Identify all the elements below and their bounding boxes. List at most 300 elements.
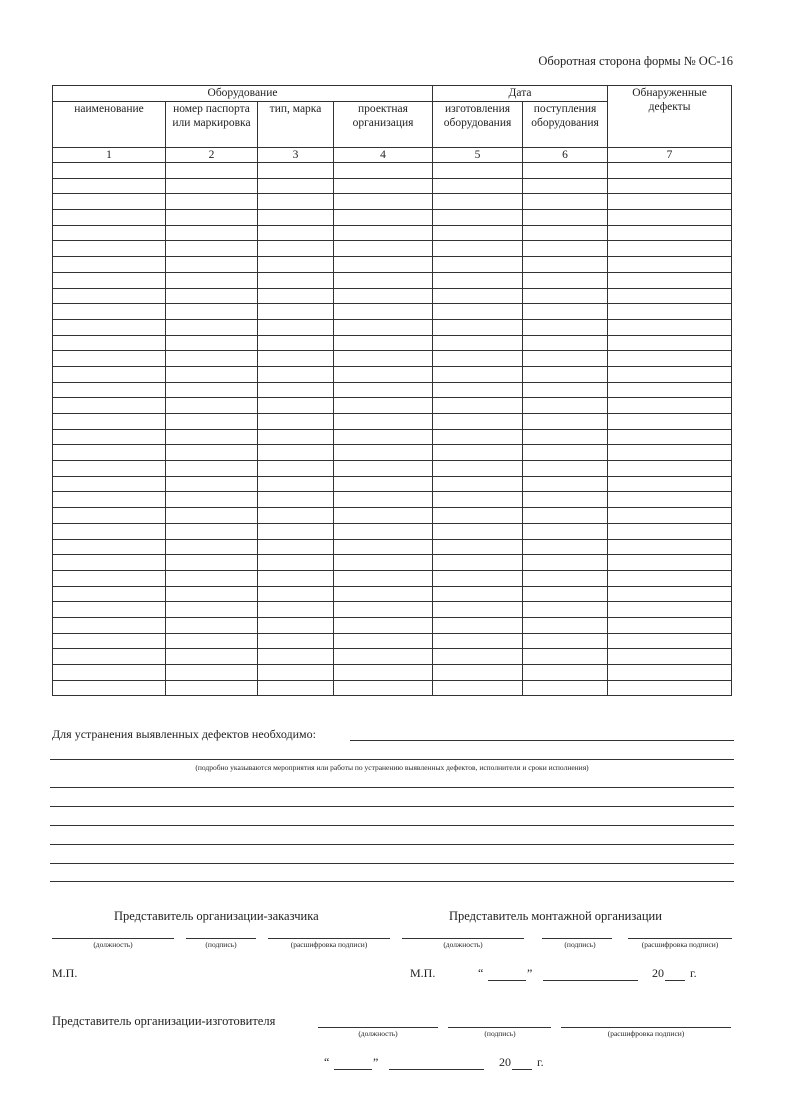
table-cell[interactable]	[53, 461, 166, 477]
table-cell[interactable]	[608, 257, 732, 273]
stamp-place-right: М.П.	[410, 966, 436, 980]
table-cell[interactable]	[258, 602, 334, 618]
table-cell[interactable]	[166, 680, 258, 696]
table-cell[interactable]	[53, 335, 166, 351]
table-cell[interactable]	[433, 461, 523, 477]
table-cell[interactable]	[53, 178, 166, 194]
customer-signature-caption: (подпись)	[205, 940, 237, 949]
table-cell[interactable]	[608, 680, 732, 696]
table-cell[interactable]	[433, 508, 523, 524]
table-row	[53, 210, 732, 226]
table-cell[interactable]	[433, 523, 523, 539]
table-cell[interactable]	[53, 680, 166, 696]
table-cell[interactable]	[334, 178, 433, 194]
table-cell[interactable]	[433, 398, 523, 414]
table-cell[interactable]	[334, 476, 433, 492]
table-cell[interactable]	[608, 241, 732, 257]
table-cell[interactable]	[258, 461, 334, 477]
defects-remedy-line[interactable]	[50, 863, 734, 864]
table-cell[interactable]	[523, 461, 608, 477]
table-cell[interactable]	[166, 382, 258, 398]
table-cell[interactable]	[433, 272, 523, 288]
table-cell[interactable]	[608, 178, 732, 194]
table-cell[interactable]	[258, 288, 334, 304]
table-cell[interactable]	[523, 351, 608, 367]
customer-decoding-line[interactable]	[268, 938, 390, 939]
table-cell[interactable]	[53, 257, 166, 273]
table-cell[interactable]	[53, 351, 166, 367]
table-cell[interactable]	[334, 586, 433, 602]
installer-decoding-caption: (расшифровка подписи)	[641, 940, 719, 949]
table-cell[interactable]	[166, 398, 258, 414]
defects-remedy-line[interactable]	[50, 759, 734, 760]
table-cell[interactable]	[258, 163, 334, 179]
table-cell[interactable]	[608, 304, 732, 320]
table-cell[interactable]	[334, 398, 433, 414]
table-cell[interactable]	[608, 398, 732, 414]
table-cell[interactable]	[53, 319, 166, 335]
table-cell[interactable]	[523, 429, 608, 445]
table-cell[interactable]	[53, 398, 166, 414]
table-cell[interactable]	[258, 398, 334, 414]
table-cell[interactable]	[523, 602, 608, 618]
table-cell[interactable]	[334, 665, 433, 681]
table-cell[interactable]	[433, 665, 523, 681]
table-cell[interactable]	[166, 649, 258, 665]
table-cell[interactable]	[608, 414, 732, 430]
table-cell[interactable]	[53, 649, 166, 665]
table-cell[interactable]	[334, 680, 433, 696]
table-cell[interactable]	[258, 351, 334, 367]
table-cell[interactable]	[258, 225, 334, 241]
date-day-line[interactable]	[488, 980, 526, 981]
table-cell[interactable]	[258, 649, 334, 665]
table-cell[interactable]	[433, 351, 523, 367]
table-cell[interactable]	[523, 680, 608, 696]
table-cell[interactable]	[53, 617, 166, 633]
table-cell[interactable]	[433, 414, 523, 430]
defects-remedy-line[interactable]	[50, 881, 734, 882]
table-row	[53, 335, 732, 351]
table-cell[interactable]	[258, 586, 334, 602]
table-cell[interactable]	[608, 382, 732, 398]
table-cell[interactable]	[53, 225, 166, 241]
table-cell[interactable]	[608, 476, 732, 492]
table-cell[interactable]	[166, 665, 258, 681]
table-cell[interactable]	[433, 602, 523, 618]
table-cell[interactable]	[608, 351, 732, 367]
table-cell[interactable]	[53, 555, 166, 571]
table-cell[interactable]	[433, 382, 523, 398]
table-row	[53, 178, 732, 194]
table-cell[interactable]	[608, 492, 732, 508]
table-cell[interactable]	[258, 429, 334, 445]
table-row	[53, 194, 732, 210]
table-cell[interactable]	[53, 366, 166, 382]
table-cell[interactable]	[433, 319, 523, 335]
table-cell[interactable]	[166, 319, 258, 335]
defects-remedy-line[interactable]	[50, 825, 734, 826]
table-cell[interactable]	[334, 382, 433, 398]
table-cell[interactable]	[608, 649, 732, 665]
table-cell[interactable]	[334, 241, 433, 257]
table-cell[interactable]	[53, 272, 166, 288]
table-cell[interactable]	[523, 476, 608, 492]
defects-remedy-line[interactable]	[50, 844, 734, 845]
table-cell[interactable]	[608, 570, 732, 586]
table-cell[interactable]	[523, 633, 608, 649]
table-cell[interactable]	[53, 602, 166, 618]
table-cell[interactable]	[523, 210, 608, 226]
table-cell[interactable]	[608, 633, 732, 649]
table-cell[interactable]	[53, 241, 166, 257]
table-cell[interactable]	[608, 319, 732, 335]
table-cell[interactable]	[608, 461, 732, 477]
table-row	[53, 523, 732, 539]
column-receipt-date-header: поступления оборудования	[523, 102, 608, 148]
table-cell[interactable]	[166, 335, 258, 351]
date2-day-line[interactable]	[334, 1069, 372, 1070]
table-cell[interactable]	[523, 288, 608, 304]
table-cell[interactable]	[608, 429, 732, 445]
defects-remedy-line[interactable]	[350, 740, 734, 741]
table-cell[interactable]	[258, 555, 334, 571]
table-row	[53, 429, 732, 445]
group-date-header: Дата	[433, 86, 608, 102]
table-cell[interactable]	[608, 617, 732, 633]
date-year-line[interactable]	[665, 980, 685, 981]
column-number: 5	[433, 148, 523, 163]
table-cell[interactable]	[433, 445, 523, 461]
defects-remedy-line[interactable]	[50, 787, 734, 788]
table-cell[interactable]	[433, 335, 523, 351]
table-cell[interactable]	[258, 210, 334, 226]
table-cell[interactable]	[433, 225, 523, 241]
table-cell[interactable]	[166, 304, 258, 320]
table-cell[interactable]	[608, 194, 732, 210]
table-cell[interactable]	[523, 555, 608, 571]
date2-year-line[interactable]	[512, 1069, 532, 1070]
table-cell[interactable]	[258, 476, 334, 492]
table-cell[interactable]	[166, 351, 258, 367]
table-cell[interactable]	[433, 257, 523, 273]
table-cell[interactable]	[433, 476, 523, 492]
table-cell[interactable]	[166, 570, 258, 586]
table-cell[interactable]	[53, 445, 166, 461]
table-cell[interactable]	[608, 163, 732, 179]
date2-month-line[interactable]	[389, 1069, 484, 1070]
table-row	[53, 539, 732, 555]
table-cell[interactable]	[166, 225, 258, 241]
table-cell[interactable]	[53, 539, 166, 555]
table-cell[interactable]	[166, 523, 258, 539]
table-cell[interactable]	[334, 335, 433, 351]
table-cell[interactable]	[433, 633, 523, 649]
table-cell[interactable]	[523, 523, 608, 539]
table-row	[53, 445, 732, 461]
table-cell[interactable]	[53, 586, 166, 602]
table-cell[interactable]	[433, 163, 523, 179]
table-cell[interactable]	[334, 649, 433, 665]
table-row	[53, 617, 732, 633]
table-cell[interactable]	[523, 539, 608, 555]
table-row	[53, 366, 732, 382]
table-row	[53, 555, 732, 571]
table-cell[interactable]	[608, 210, 732, 226]
table-cell[interactable]	[334, 570, 433, 586]
table-row	[53, 461, 732, 477]
table-cell[interactable]	[608, 445, 732, 461]
table-cell[interactable]	[53, 633, 166, 649]
table-cell[interactable]	[523, 570, 608, 586]
table-cell[interactable]	[334, 555, 433, 571]
table-cell[interactable]	[258, 633, 334, 649]
customer-rep-heading: Представитель организации-заказчика	[114, 909, 319, 923]
table-cell[interactable]	[523, 617, 608, 633]
table-cell[interactable]	[334, 445, 433, 461]
table-cell[interactable]	[166, 445, 258, 461]
table-cell[interactable]	[334, 602, 433, 618]
table-cell[interactable]	[608, 272, 732, 288]
table-cell[interactable]	[433, 555, 523, 571]
table-cell[interactable]	[53, 429, 166, 445]
table-cell[interactable]	[258, 523, 334, 539]
table-cell[interactable]	[523, 649, 608, 665]
table-cell[interactable]	[53, 523, 166, 539]
table-cell[interactable]	[258, 680, 334, 696]
table-cell[interactable]	[166, 194, 258, 210]
table-cell[interactable]	[53, 508, 166, 524]
table-cell[interactable]	[258, 445, 334, 461]
table-cell[interactable]	[433, 680, 523, 696]
date-month-line[interactable]	[543, 980, 638, 981]
table-cell[interactable]	[523, 241, 608, 257]
table-cell[interactable]	[523, 178, 608, 194]
table-cell[interactable]	[433, 304, 523, 320]
table-cell[interactable]	[433, 241, 523, 257]
table-cell[interactable]	[433, 194, 523, 210]
table-cell[interactable]	[166, 586, 258, 602]
table-row	[53, 570, 732, 586]
customer-decoding-caption: (расшифровка подписи)	[290, 940, 368, 949]
table-cell[interactable]	[334, 492, 433, 508]
table-cell[interactable]	[523, 665, 608, 681]
table-cell[interactable]	[166, 508, 258, 524]
table-cell[interactable]	[523, 398, 608, 414]
table-cell[interactable]	[523, 445, 608, 461]
table-cell[interactable]	[166, 288, 258, 304]
table-cell[interactable]	[166, 476, 258, 492]
column-number: 6	[523, 148, 608, 163]
table-cell[interactable]	[258, 508, 334, 524]
table-cell[interactable]	[334, 225, 433, 241]
table-cell[interactable]	[334, 304, 433, 320]
table-cell[interactable]	[523, 163, 608, 179]
table-cell[interactable]	[433, 210, 523, 226]
table-cell[interactable]	[523, 319, 608, 335]
table-cell[interactable]	[53, 163, 166, 179]
table-cell[interactable]	[608, 335, 732, 351]
table-cell[interactable]	[433, 539, 523, 555]
table-cell[interactable]	[523, 225, 608, 241]
table-cell[interactable]	[258, 194, 334, 210]
table-cell[interactable]	[334, 210, 433, 226]
table-cell[interactable]	[258, 414, 334, 430]
table-cell[interactable]	[608, 523, 732, 539]
table-cell[interactable]	[166, 461, 258, 477]
table-row	[53, 586, 732, 602]
table-cell[interactable]	[53, 492, 166, 508]
table-cell[interactable]	[433, 178, 523, 194]
table-cell[interactable]	[258, 335, 334, 351]
table-cell[interactable]	[523, 414, 608, 430]
table-cell[interactable]	[166, 602, 258, 618]
table-cell[interactable]	[166, 492, 258, 508]
table-cell[interactable]	[166, 633, 258, 649]
table-cell[interactable]	[53, 414, 166, 430]
table-row	[53, 414, 732, 430]
table-cell[interactable]	[334, 351, 433, 367]
table-cell[interactable]	[258, 272, 334, 288]
table-row	[53, 351, 732, 367]
table-cell[interactable]	[166, 257, 258, 273]
table-cell[interactable]	[334, 617, 433, 633]
table-cell[interactable]	[433, 288, 523, 304]
table-cell[interactable]	[334, 272, 433, 288]
date-quote-open: “	[478, 966, 484, 980]
table-cell[interactable]	[608, 586, 732, 602]
table-cell[interactable]	[433, 649, 523, 665]
table-cell[interactable]	[433, 617, 523, 633]
table-row	[53, 163, 732, 179]
form-title: Оборотная сторона формы № ОС-16	[538, 54, 733, 68]
table-cell[interactable]	[523, 257, 608, 273]
table-cell[interactable]	[523, 304, 608, 320]
table-cell[interactable]	[608, 225, 732, 241]
defects-remedy-line[interactable]	[50, 806, 734, 807]
table-row	[53, 680, 732, 696]
table-cell[interactable]	[258, 665, 334, 681]
table-cell[interactable]	[523, 194, 608, 210]
table-cell[interactable]	[334, 414, 433, 430]
table-cell[interactable]	[166, 178, 258, 194]
manufacturer-decoding-caption: (расшифровка подписи)	[607, 1029, 685, 1038]
table-cell[interactable]	[523, 508, 608, 524]
table-cell[interactable]	[523, 335, 608, 351]
table-cell[interactable]	[258, 257, 334, 273]
installer-signature-line[interactable]	[542, 938, 612, 939]
table-cell[interactable]	[334, 319, 433, 335]
table-cell[interactable]	[433, 429, 523, 445]
table-cell[interactable]	[523, 492, 608, 508]
table-cell[interactable]	[334, 461, 433, 477]
table-cell[interactable]	[608, 539, 732, 555]
table-cell[interactable]	[53, 210, 166, 226]
table-cell[interactable]	[334, 429, 433, 445]
table-cell[interactable]	[166, 241, 258, 257]
table-cell[interactable]	[433, 570, 523, 586]
table-cell[interactable]	[523, 272, 608, 288]
table-cell[interactable]	[166, 539, 258, 555]
table-cell[interactable]	[166, 366, 258, 382]
installer-decoding-line[interactable]	[628, 938, 732, 939]
table-cell[interactable]	[334, 633, 433, 649]
table-row	[53, 476, 732, 492]
column-number: 2	[166, 148, 258, 163]
column-manufacture-date-header: изготовления оборудования	[433, 102, 523, 148]
table-cell[interactable]	[53, 665, 166, 681]
table-cell[interactable]	[258, 366, 334, 382]
table-cell[interactable]	[334, 366, 433, 382]
table-cell[interactable]	[334, 288, 433, 304]
table-cell[interactable]	[166, 555, 258, 571]
table-cell[interactable]	[433, 366, 523, 382]
table-cell[interactable]	[608, 602, 732, 618]
table-cell[interactable]	[258, 539, 334, 555]
table-cell[interactable]	[53, 288, 166, 304]
column-number: 4	[334, 148, 433, 163]
manufacturer-position-line[interactable]	[318, 1027, 438, 1028]
table-cell[interactable]	[53, 194, 166, 210]
table-cell[interactable]	[608, 366, 732, 382]
table-cell[interactable]	[53, 570, 166, 586]
column-passport-header: номер паспорта или маркировка	[166, 102, 258, 148]
table-cell[interactable]	[334, 523, 433, 539]
table-cell[interactable]	[523, 586, 608, 602]
column-number: 7	[608, 148, 732, 163]
table-cell[interactable]	[53, 304, 166, 320]
table-cell[interactable]	[258, 570, 334, 586]
installer-position-line[interactable]	[402, 938, 524, 939]
table-cell[interactable]	[166, 617, 258, 633]
table-cell[interactable]	[166, 163, 258, 179]
table-cell[interactable]	[334, 194, 433, 210]
customer-signature-line[interactable]	[186, 938, 256, 939]
table-cell[interactable]	[166, 414, 258, 430]
table-cell[interactable]	[523, 366, 608, 382]
table-cell[interactable]	[166, 429, 258, 445]
manufacturer-position-caption: (должность)	[358, 1029, 398, 1038]
table-cell[interactable]	[334, 508, 433, 524]
table-cell[interactable]	[608, 665, 732, 681]
table-cell[interactable]	[258, 617, 334, 633]
table-row	[53, 649, 732, 665]
table-cell[interactable]	[166, 272, 258, 288]
table-cell[interactable]	[433, 492, 523, 508]
table-cell[interactable]	[258, 178, 334, 194]
table-cell[interactable]	[258, 319, 334, 335]
table-cell[interactable]	[258, 304, 334, 320]
customer-position-line[interactable]	[52, 938, 174, 939]
manufacturer-signature-line[interactable]	[448, 1027, 551, 1028]
manufacturer-decoding-line[interactable]	[561, 1027, 731, 1028]
table-cell[interactable]	[433, 586, 523, 602]
table-cell[interactable]	[608, 555, 732, 571]
table-cell[interactable]	[334, 163, 433, 179]
table-cell[interactable]	[258, 241, 334, 257]
table-cell[interactable]	[334, 257, 433, 273]
table-cell[interactable]	[258, 382, 334, 398]
table-cell[interactable]	[166, 210, 258, 226]
table-cell[interactable]	[53, 476, 166, 492]
table-cell[interactable]	[258, 492, 334, 508]
manufacturer-rep-heading: Представитель организации-изготовителя	[52, 1014, 276, 1028]
table-cell[interactable]	[334, 539, 433, 555]
table-cell[interactable]	[608, 288, 732, 304]
table-cell[interactable]	[53, 382, 166, 398]
table-cell[interactable]	[608, 508, 732, 524]
table-cell[interactable]	[523, 382, 608, 398]
